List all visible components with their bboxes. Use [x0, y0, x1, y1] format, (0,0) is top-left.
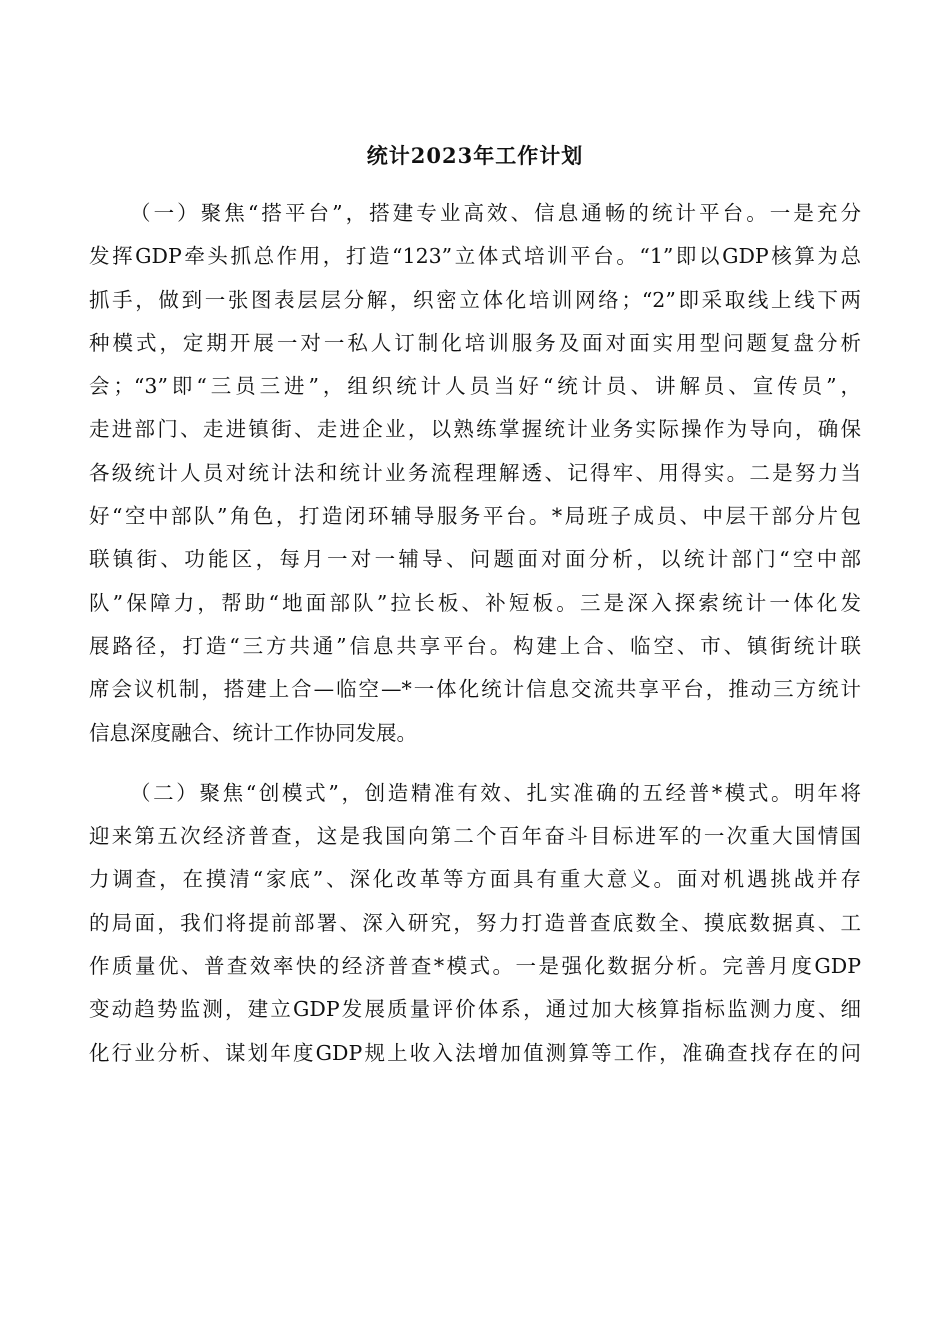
paragraph-line: （二）聚焦“创模式”，创造精准有效、扎实准确的五经普*模式。明年将 [130, 780, 861, 805]
paragraph-line: 迎来第五次经济普查，这是我国向第二个百年奋斗目标进军的一次重大国情国 [89, 824, 861, 849]
paragraph-line: （一）聚焦“搭平台”，搭建专业高效、信息通畅的统计平台。一是充分 [130, 201, 861, 225]
paragraph-1 [89, 192, 861, 755]
paragraph-line: 会；“3”即“三员三进”，组织统计人员当好“统计员、讲解员、宣传员”， [89, 374, 861, 399]
paragraph-line: 化行业分析、谋划年度GDP规上收入法增加值测算等工作，准确查找存在的问 [89, 1040, 861, 1065]
document-body [89, 192, 861, 1075]
paragraph-line: 席会议机制，搭建上合—临空—*一体化统计信息交流共享平台，推动三方统计 [89, 677, 861, 702]
paragraph-line: 发挥GDP牵头抓总作用，打造“123”立体式培训平台。“1”即以GDP核算为总 [89, 244, 861, 269]
paragraph-line: 队”保障力，帮助“地面部队”拉长板、补短板。三是深入探索统计一体化发 [89, 590, 861, 615]
paragraph-line: 展路径，打造“三方共通”信息共享平台。构建上合、临空、市、镇街统计联 [89, 633, 861, 658]
paragraph-line: 好“空中部队”角色，打造闭环辅导服务平台。*局班子成员、中层干部分片包 [89, 504, 861, 529]
paragraph-gap [89, 755, 861, 772]
paragraph-line: 种模式，定期开展一对一私人订制化培训服务及面对面实用型问题复盘分析 [89, 330, 861, 355]
document-title: 统计2023年工作计划 [366, 143, 584, 168]
paragraph-line: 联镇街、功能区，每月一对一辅导、问题面对面分析，以统计部门“空中部 [89, 547, 861, 572]
paragraph-2 [89, 772, 861, 1075]
paragraph-line: 作质量优、普查效率快的经济普查*模式。一是强化数据分析。完善月度GDP [89, 954, 861, 979]
paragraph-line: 的局面，我们将提前部署、深入研究，努力打造普查底数全、摸底数据真、工 [89, 910, 861, 935]
paragraph-line: 走进部门、走进镇街、走进企业，以熟练掌握统计业务实际操作为导向，确保 [89, 417, 861, 442]
paragraph-line: 信息深度融合、统计工作协同发展。 [89, 720, 417, 745]
paragraph-line: 变动趋势监测，建立GDP发展质量评价体系，通过加大核算指标监测力度、细 [89, 997, 861, 1022]
paragraph-line: 各级统计人员对统计法和统计业务流程理解透、记得牢、用得实。二是努力当 [89, 460, 861, 485]
paragraph-line: 抓手，做到一张图表层层分解，织密立体化培训网络；“2”即采取线上线下两 [89, 287, 861, 312]
paragraph-line: 力调查，在摸清“家底”、深化改革等方面具有重大意义。面对机遇挑战并存 [89, 867, 861, 892]
